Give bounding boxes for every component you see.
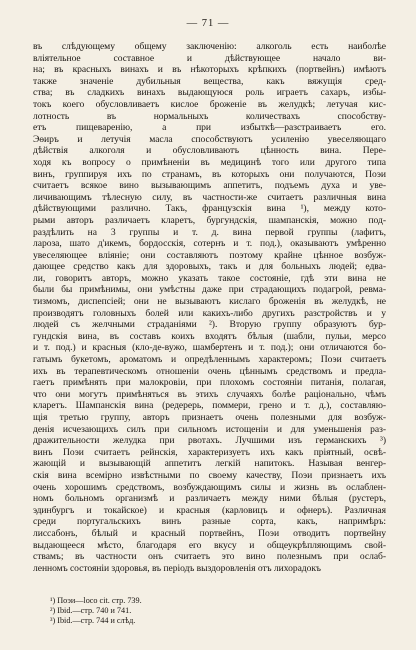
text-line: ленномъ состояніи здоровья, въ періодъ выздоровленія отъ лихорадокъ xyxy=(33,562,321,574)
text-line: жающій и вызывающій аппетитъ легкій напитокъ. Называя венгер- xyxy=(33,458,386,470)
text-line: и т. под.) и красныя (кло-де-вужо, шамбертенъ и т. под.); они отличаются бо- xyxy=(33,342,386,354)
footnotes xyxy=(50,596,350,626)
text-line: ли, говоритъ авторъ, можно указать такое состояніе, гдѣ эти вина не xyxy=(33,272,386,284)
text-line: очень хорошимъ средствомъ, возбуждающимъ силы и жизнь въ ослаблен- xyxy=(33,481,386,493)
text-line: увеселяющее вліяніе; они составляютъ поэтому крайне цѣнное возбуж- xyxy=(33,249,386,261)
text-line: производятъ головныхъ болей или какихъ-либо другихъ разстройствъ и у xyxy=(33,307,386,319)
text-line: етъ пищеваренію, а при избыткѣ—разстраиваетъ его. xyxy=(33,122,386,134)
text-line: тизмомъ, диспепсіей; они не вызываютъ кислаго броженія въ желудкѣ, не xyxy=(33,296,386,308)
text-line: рыми авторъ различаетъ кларетъ, бургундскія, шампанскія, можно под- xyxy=(33,214,386,226)
text-line: щія третью группу, авторъ признаетъ очень полезными для возбуж- xyxy=(33,412,386,423)
text-line: номъ больномъ организмѣ и различаетъ между ними бѣлыя (рустеръ, xyxy=(33,493,386,505)
text-line: людей съ желчными страданіями ²). Вторую группу образуютъ бур- xyxy=(33,319,386,331)
text-line: лароза, шато д'икемъ, бордосскія, сотернъ и т. под.), оказываютъ умѣренно xyxy=(33,238,386,250)
footnote: ²) Ibid.—стр. 740 и 741. xyxy=(50,606,132,615)
text-line: раздѣлить на 3 группы и т. д. вина первой группы (лафитъ, xyxy=(33,226,386,238)
text-line: что они могутъ примѣняться въ этихъ случаяхъ болѣе раціонально, чѣмъ xyxy=(33,388,386,400)
text-line: личивающимъ тѣлесную силу, въ частности-же считаетъ различныя вина xyxy=(33,191,386,203)
text-line: были бы примѣнимы, они умѣстны даже при страдающихъ подагрой, ревма- xyxy=(33,284,386,296)
text-line: дражительности желудка при рвотахъ. Лучшими изъ германскихъ ³) xyxy=(33,435,386,447)
text-line: гундскія вина, въ составъ коихъ входятъ бѣлыя (шабли, пульи, мерсо xyxy=(33,330,386,342)
text-line: гаетъ примѣнять при малокровіи, при плохомъ состояніи питанія, полагая, xyxy=(33,377,386,389)
text-line: винъ Поэи считаетъ рейнскія, характеризуетъ ихъ какъ пріятный, освѣ- xyxy=(33,446,386,458)
text-line: гатымъ букетомъ, ароматомъ и опредѣленнымъ характеромъ; Поэи считаетъ xyxy=(33,354,386,366)
text-line: въ слѣдующему общему заключенію: алкоголь есть наиболѣе xyxy=(33,41,386,52)
text-line: ства; въ сладкихъ винахъ выдающуюся роль играетъ сахаръ, избы- xyxy=(33,87,386,99)
text-line: денія исчезающихъ силъ при сильномъ истощеніи и для уменьшенія раз- xyxy=(33,423,386,435)
text-line: среди португальскихъ винъ разные сорта, какъ, напримѣръ: xyxy=(33,516,386,528)
body-text xyxy=(33,41,386,574)
text-line: скія вина всемірно извѣстными по своему качеству, Поэи признаетъ ихъ xyxy=(33,469,386,481)
text-line: дѣйствующими различно. Такъ, французскія вина ¹), между кото- xyxy=(33,203,386,215)
footnote: ³) Ibid.—стр. 744 и слѣд. xyxy=(50,616,136,625)
page-number: — 71 — xyxy=(186,18,230,29)
text-line: вліятельное составное и дѣйствующее начало ви- xyxy=(33,52,386,64)
text-line: также значеніе дубильныя вещества, какъ вяжущія сред- xyxy=(33,75,386,87)
text-line: кларетъ. Шампанскія вина (редерерь, поммери, грено и т. д.), составляю- xyxy=(33,400,386,412)
footnote: ¹) Поэи—loco cit. стр. 739. xyxy=(50,596,142,605)
text-line: выдающееся мѣсто, благодаря его вкусу и общеукрѣпляющимъ свой- xyxy=(33,539,386,551)
text-line: ходя къ вопросу о примѣненіи въ медицинѣ того или другого типа xyxy=(33,156,386,168)
text-line: ихъ въ терапевтическомъ отношеніи очень цѣннымъ средствомъ и предла- xyxy=(33,365,386,377)
text-line: считаетъ всякое вино вызывающимъ аппетитъ, подъемъ духа и уве- xyxy=(33,180,386,192)
text-line: на; въ красныхъ винахъ и въ нѣкоторыхъ крѣпкихъ (портвейнъ) имѣютъ xyxy=(33,64,386,76)
text-line: дѣйствія алкоголя и обусловливаютъ цѣнность вина. Пере- xyxy=(33,145,386,157)
text-line: Эѳиръ и летучія масла способствуютъ усиленію увеселяющаго xyxy=(33,133,386,145)
text-line: винъ, группируя ихъ по странамъ, въ которыхъ они получаются, Поэи xyxy=(33,168,386,180)
text-line: дающее средство какъ для здоровыхъ, такъ и для больныхъ людей; едва- xyxy=(33,261,386,273)
text-line: лотность въ нормальныхъ количествахъ способству- xyxy=(33,110,386,122)
text-line: эдинбургъ и токайское) и красныя (карловицъ и офнеръ). Различная xyxy=(33,504,386,516)
text-line: токъ коего обусловливаетъ кислое броженіе въ желудкѣ; летучая кис- xyxy=(33,98,386,110)
text-line: лиссабонъ, бѣлый и красный портвейнъ, Поэи отводитъ портвейну xyxy=(33,527,386,539)
text-line: ствамъ; въ частности онъ считаетъ это вино полезнымъ при ослаб- xyxy=(33,551,386,563)
